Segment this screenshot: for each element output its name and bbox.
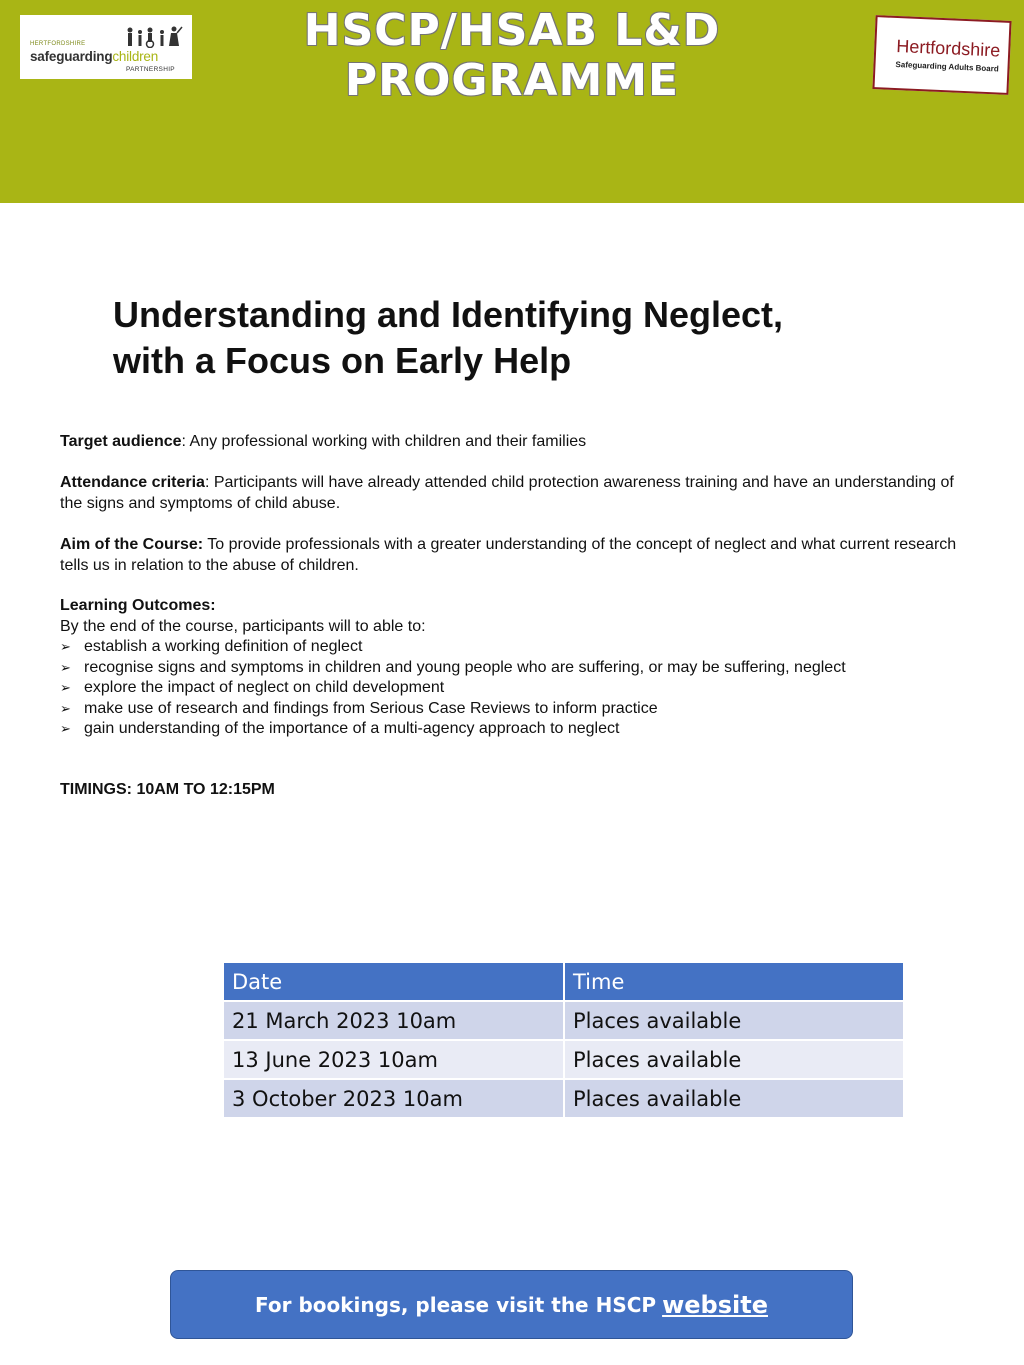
logo-hertfordshire-text: Hertfordshire [895, 36, 1001, 61]
table-header-row [223, 962, 904, 1001]
arrow-bullet-icon: ➢ [60, 659, 71, 675]
learning-outcomes-intro: By the end of the course, participants will to able to: [60, 617, 426, 635]
column-header-date: Date [223, 962, 564, 1001]
outcomes-list [60, 637, 960, 740]
arrow-bullet-icon: ➢ [60, 639, 71, 654]
logo-county-text: HERTFORDSHIRE [30, 41, 86, 47]
schedule-table [222, 961, 905, 1119]
header-banner [0, 0, 1024, 203]
availability-cell: Places available [564, 1079, 904, 1118]
target-audience: Target audience: Any professional working with children and their families [60, 433, 587, 450]
booking-banner [170, 1270, 853, 1339]
course-title: Understanding and Identifying Neglect, with a Focus on Early Help [113, 294, 784, 381]
arrow-bullet-icon: ➢ [60, 680, 71, 695]
list-item: ➢ recognise signs and symptoms in children and young people who are suffering, or may be suffering, neglect [60, 658, 960, 679]
logo-main-text: safeguardingchildren [30, 49, 159, 64]
logo-sab-text: Safeguarding Adults Board [895, 59, 999, 74]
availability-cell: Places available [564, 1040, 904, 1079]
date-cell: 13 June 2023 10am [223, 1040, 564, 1079]
arrow-bullet-icon: ➢ [60, 700, 71, 716]
course-aim: Aim of the Course: To provide professionals with a greater understanding of the concept of neglect and what current research tells us in relation to the abuse of children. [60, 536, 957, 574]
list-item: ➢ explore the impact of neglect on child development [60, 678, 960, 699]
availability-cell: Places available [564, 1001, 904, 1040]
list-item: ➢ establish a working definition of neglect [60, 637, 960, 658]
attendance-criteria: Attendance criteria: Participants will have already attended child protection awareness training and have an understanding of the signs and symptoms of child abuse. [60, 474, 954, 512]
table-row [223, 1079, 904, 1118]
list-item: ➢ make use of research and findings from Serious Case Reviews to inform practice [60, 699, 960, 720]
date-cell: 21 March 2023 10am [223, 1001, 564, 1040]
table-row [223, 1001, 904, 1040]
learning-outcomes-label: Learning Outcomes: [60, 597, 216, 614]
column-header-time: Time [564, 962, 904, 1001]
date-cell: 3 October 2023 10am [223, 1079, 564, 1118]
booking-text: For bookings, please visit the HSCP [255, 1292, 657, 1317]
arrow-bullet-icon: ➢ [60, 721, 71, 736]
list-item: ➢ gain understanding of the importance of a multi-agency approach to neglect [60, 719, 960, 740]
table-row [223, 1040, 904, 1079]
programme-title: HSCP/HSAB L&D PROGRAMME [303, 5, 721, 106]
website-link[interactable]: website [662, 1290, 768, 1319]
hertfordshire-sab-logo [872, 15, 1011, 95]
timings: TIMINGS: 10AM TO 12:15PM [60, 781, 275, 798]
learning-outcomes [60, 596, 960, 740]
logo-partnership-text: PARTNERSHIP [126, 66, 175, 73]
